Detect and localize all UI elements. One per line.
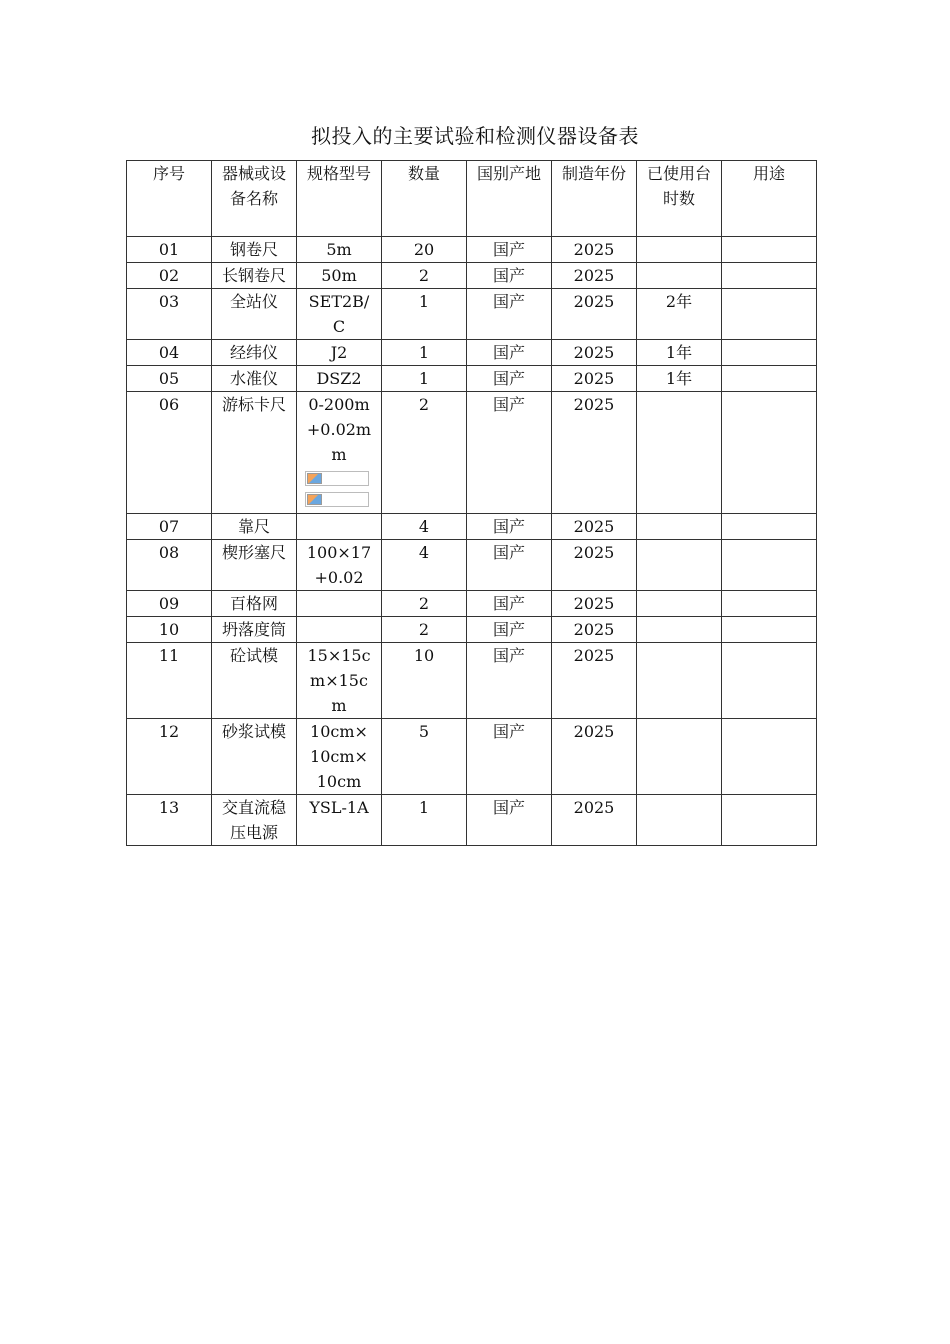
cell-origin: 国产	[467, 392, 552, 514]
cell-used-hours: 1年	[637, 366, 722, 392]
cell-qty: 1	[382, 340, 467, 366]
table-row	[127, 643, 817, 719]
cell-origin: 国产	[467, 263, 552, 289]
cell-used-hours: 2年	[637, 289, 722, 340]
table-row	[127, 237, 817, 263]
cell-purpose	[722, 263, 817, 289]
cell-spec: YSL-1A	[297, 795, 382, 846]
cell-year: 2025	[552, 795, 637, 846]
cell-year: 2025	[552, 392, 637, 514]
equipment-table	[126, 160, 817, 846]
cell-used-hours	[637, 617, 722, 643]
table-row	[127, 591, 817, 617]
cell-year: 2025	[552, 366, 637, 392]
cell-no: 08	[127, 540, 212, 591]
cell-year: 2025	[552, 340, 637, 366]
cell-spec: 10cm×10cm×10cm	[297, 719, 382, 795]
cell-name: 钢卷尺	[212, 237, 297, 263]
cell-origin: 国产	[467, 340, 552, 366]
cell-purpose	[722, 366, 817, 392]
cell-no: 12	[127, 719, 212, 795]
table-row	[127, 289, 817, 340]
cell-spec: 100×17+0.02	[297, 540, 382, 591]
table-row	[127, 514, 817, 540]
cell-purpose	[722, 795, 817, 846]
cell-used-hours	[637, 719, 722, 795]
header-cell-spec: 规格型号	[297, 161, 382, 237]
cell-name: 靠尺	[212, 514, 297, 540]
cell-purpose	[722, 514, 817, 540]
cell-no: 05	[127, 366, 212, 392]
cell-qty: 4	[382, 540, 467, 591]
table-row	[127, 366, 817, 392]
cell-no: 10	[127, 617, 212, 643]
header-cell-no: 序号	[127, 161, 212, 237]
cell-spec: DSZ2	[297, 366, 382, 392]
cell-no: 11	[127, 643, 212, 719]
cell-spec: 50m	[297, 263, 382, 289]
cell-spec	[297, 617, 382, 643]
table-row	[127, 617, 817, 643]
cell-name: 百格网	[212, 591, 297, 617]
header-cell-used-hours: 已使用台时数	[637, 161, 722, 237]
cell-used-hours	[637, 237, 722, 263]
cell-name: 楔形塞尺	[212, 540, 297, 591]
table-row	[127, 795, 817, 846]
cell-qty: 2	[382, 591, 467, 617]
cell-no: 09	[127, 591, 212, 617]
cell-origin: 国产	[467, 237, 552, 263]
cell-origin: 国产	[467, 289, 552, 340]
cell-no: 03	[127, 289, 212, 340]
cell-qty: 4	[382, 514, 467, 540]
header-row	[127, 161, 817, 237]
cell-purpose	[722, 617, 817, 643]
cell-spec	[297, 514, 382, 540]
broken-image-icon	[305, 471, 369, 486]
cell-year: 2025	[552, 263, 637, 289]
header-cell-year: 制造年份	[552, 161, 637, 237]
cell-name: 砼试模	[212, 643, 297, 719]
cell-spec: J2	[297, 340, 382, 366]
cell-year: 2025	[552, 540, 637, 591]
cell-used-hours	[637, 795, 722, 846]
cell-year: 2025	[552, 617, 637, 643]
cell-spec-with-images	[297, 392, 382, 514]
cell-qty: 2	[382, 263, 467, 289]
cell-name: 经纬仪	[212, 340, 297, 366]
cell-used-hours	[637, 540, 722, 591]
cell-name: 交直流稳压电源	[212, 795, 297, 846]
cell-no: 13	[127, 795, 212, 846]
cell-origin: 国产	[467, 795, 552, 846]
cell-year: 2025	[552, 719, 637, 795]
table-row	[127, 540, 817, 591]
cell-qty: 2	[382, 392, 467, 514]
header-cell-origin: 国别产地	[467, 161, 552, 237]
cell-origin: 国产	[467, 643, 552, 719]
cell-purpose	[722, 643, 817, 719]
table-row	[127, 263, 817, 289]
cell-used-hours	[637, 263, 722, 289]
page-title: 拟投入的主要试验和检测仪器设备表	[311, 124, 639, 148]
header-cell-qty: 数量	[382, 161, 467, 237]
header-cell-name: 器械或设备名称	[212, 161, 297, 237]
cell-qty: 1	[382, 366, 467, 392]
cell-purpose	[722, 340, 817, 366]
cell-year: 2025	[552, 591, 637, 617]
cell-year: 2025	[552, 514, 637, 540]
cell-purpose	[722, 591, 817, 617]
cell-origin: 国产	[467, 366, 552, 392]
table-row	[127, 392, 817, 514]
table-row	[127, 340, 817, 366]
cell-origin: 国产	[467, 617, 552, 643]
cell-spec	[297, 591, 382, 617]
cell-name: 坍落度筒	[212, 617, 297, 643]
cell-year: 2025	[552, 643, 637, 719]
broken-image-icon	[305, 492, 369, 507]
cell-no: 02	[127, 263, 212, 289]
cell-origin: 国产	[467, 591, 552, 617]
cell-origin: 国产	[467, 514, 552, 540]
cell-spec: SET2B/C	[297, 289, 382, 340]
cell-purpose	[722, 392, 817, 514]
cell-purpose	[722, 719, 817, 795]
cell-used-hours	[637, 514, 722, 540]
cell-used-hours	[637, 591, 722, 617]
cell-origin: 国产	[467, 540, 552, 591]
cell-name: 游标卡尺	[212, 392, 297, 514]
cell-used-hours	[637, 392, 722, 514]
cell-purpose	[722, 289, 817, 340]
cell-spec: 15×15cm×15cm	[297, 643, 382, 719]
header-cell-purpose: 用途	[722, 161, 817, 237]
cell-name: 全站仪	[212, 289, 297, 340]
cell-qty: 10	[382, 643, 467, 719]
cell-year: 2025	[552, 289, 637, 340]
cell-name: 砂浆试模	[212, 719, 297, 795]
cell-spec: 5m	[297, 237, 382, 263]
cell-no: 06	[127, 392, 212, 514]
cell-origin: 国产	[467, 719, 552, 795]
cell-used-hours	[637, 643, 722, 719]
cell-spec-text: 0-200m+0.02mm	[306, 395, 372, 464]
cell-year: 2025	[552, 237, 637, 263]
cell-qty: 1	[382, 795, 467, 846]
cell-qty: 5	[382, 719, 467, 795]
cell-name: 水准仪	[212, 366, 297, 392]
cell-qty: 2	[382, 617, 467, 643]
cell-used-hours: 1年	[637, 340, 722, 366]
table-row	[127, 719, 817, 795]
cell-name: 长钢卷尺	[212, 263, 297, 289]
cell-purpose	[722, 237, 817, 263]
cell-qty: 1	[382, 289, 467, 340]
cell-no: 04	[127, 340, 212, 366]
cell-purpose	[722, 540, 817, 591]
cell-no: 07	[127, 514, 212, 540]
cell-qty: 20	[382, 237, 467, 263]
cell-no: 01	[127, 237, 212, 263]
